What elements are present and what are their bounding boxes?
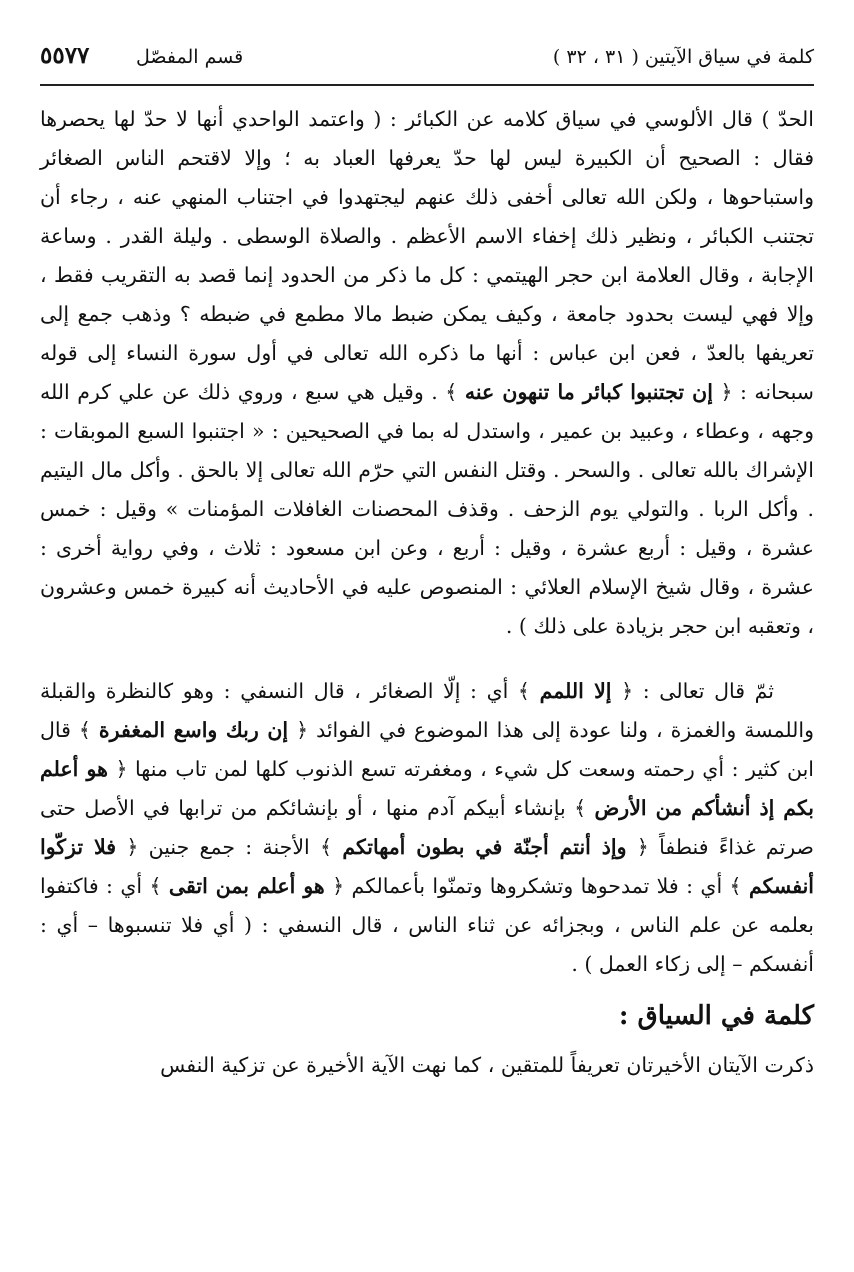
page: [40, 40, 814, 1240]
header-divider: [40, 84, 814, 86]
section-heading: كلمة في السياق :: [618, 1001, 814, 1031]
text-span: ﴾ . وقيل هي سبع ، وروي ذلك عن علي كرم الله وجهه ، وعطاء ، وعبيد بن عمير ، واستدل له بما في الصحيحين : « اجتنبوا السبع الموبقات : الإشراك بالله تعالى . والسحر . وقتل النفس التي حرّم الله تعالى إلا بالحق . وأكل مال اليتيم . وأكل الربا . والتولي يوم الزحف . وقذف المحصنات الغافلات المؤمنات » وقيل : خمس عشرة ، وقيل : أربع عشرة ، وقيل : أربع ، وعن ابن مسعود : ثلاث ، وفي رواية أخرى : عشرة ، وقال شيخ الإسلام العلائي : المنصوص عليه في الأحاديث أنه كبيرة خمس وعشرون ، وتعقبه ابن حجر بزيادة على ذلك ) .: [40, 380, 814, 638]
quran-quote: هو أعلم بمن اتقى: [168, 874, 325, 898]
quran-quote: إن تجتنبوا كبائر ما تنهون عنه: [464, 380, 713, 404]
closing-text: ذكرت الآيتان الأخيرتان تعريفاً للمتقين ، كما نهت الآية الأخيرة عن تزكية النفس: [160, 1053, 814, 1077]
text-span: ﴾ قال ابن كثير : أي رحمته وسعت كل شيء ، ومغفرته تسع الذنوب كلها لمن تاب منها ﴿: [40, 718, 814, 781]
paragraph-commentary-kabair: [40, 100, 814, 646]
running-title: كلمة في سياق الآيتين ( ٣١ ، ٣٢ ): [552, 46, 814, 68]
text-span: ﴾ أي : فاكتفوا بعلمه عن علم الناس ، وبجزائه عن ثناء الناس ، قال النسفي : ( أي فلا تنسبوها – أي : أنفسكم – إلى زكاء العمل ) .: [40, 874, 814, 976]
text-span: ﴾ بإنشاء أبيكم آدم منها ، أو بإنشائكم من ترابها في الأصل حتى صرتم غذاءً فنطفاً ﴿: [40, 796, 814, 859]
paragraph-commentary-lamam: [40, 672, 814, 984]
text-span: الحدّ ) قال الألوسي في سياق كلامه عن الكبائر : ( واعتمد الواحدي أنها لا حدّ لها يحصرها فقال : الصحيح أن الكبيرة ليس لها حدّ يعرفها العباد به ؛ وإلا لاقتحم الناس الصغائر واستباحوها ، ولكن الله تعالى أخفى ذلك عنهم ليجتهدوا في اجتناب المنهي عنه ، رجاء أن تجتنب الكبائر ، ونظير ذلك إخفاء الاسم الأعظم . والصلاة الوسطى . وليلة القدر . وساعة الإجابة ، وقال العلامة ابن حجر الهيتمي : كل ما ذكر من الحدود إنما قصد به التقريب فقط ، وإلا فهي ليست بحدود جامعة ، وكيف يمكن ضبط مالا مطمع في ضبطه ؟ وذهب جمع إلى تعريفها بالعدّ ، فعن ابن عباس : أنها ما ذكره الله تعالى في أول سورة النساء إلى قوله سبحانه : ﴿: [40, 107, 814, 404]
quran-quote: فلا تزكّوا أنفسكم: [40, 835, 814, 898]
quran-quote: إلا اللمم: [539, 679, 612, 703]
page-header: [40, 40, 814, 86]
text-span: ﴾ الأجنة : جمع جنين ﴿: [126, 835, 333, 859]
section-name: قسم المفصّل: [136, 46, 244, 68]
quran-quote: وإذ أنتم أجنّة في بطون أمهاتكم: [342, 835, 627, 859]
text-span: ﴾ أي : إلّا الصغائر ، قال النسفي : وهو كالنظرة والقبلة واللمسة والغمزة ، ولنا عودة إلى هذا الموضوع في الفوائد ﴿: [40, 679, 814, 742]
quran-quote: إن ربك واسع المغفرة: [98, 718, 289, 742]
body-text: [40, 100, 814, 984]
page-number: ٥٥٧٧: [40, 42, 90, 69]
text-span: ﴾ أي : فلا تمدحوها وتشكروها وتمنّوا بأعمالكم ﴿: [332, 874, 742, 898]
quran-quote: هو أعلم بكم إذ أنشأكم من الأرض: [40, 757, 814, 820]
text-span: ثمّ قال تعالى : ﴿: [621, 679, 774, 703]
